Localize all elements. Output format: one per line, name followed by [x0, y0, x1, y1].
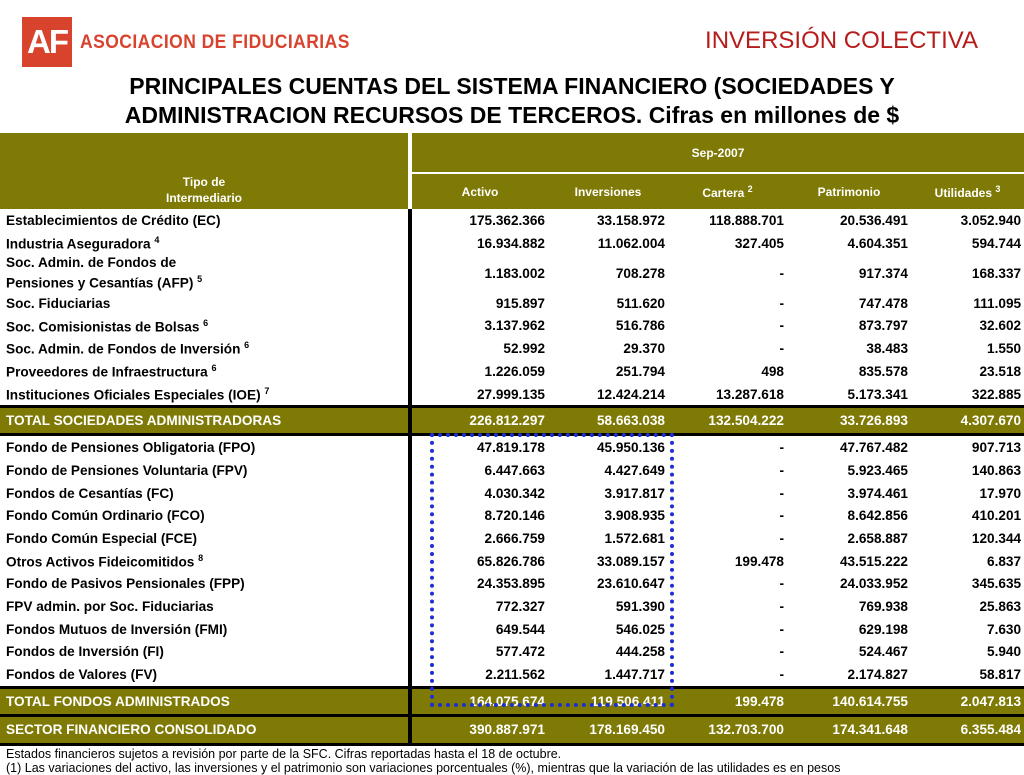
table-row: [0, 232, 1024, 255]
cell-patrimonio: 20.536.491: [839, 212, 908, 228]
row-label: [0, 572, 410, 595]
period-header: Sep-2007: [410, 133, 1024, 173]
row-label-text: FPV admin. por Soc. Fiduciarias: [6, 599, 214, 614]
cell-inversiones: 546.025: [615, 621, 665, 637]
cell-activo: 27.999.135: [476, 386, 545, 402]
cell-utilidades: 907.713: [971, 440, 1022, 456]
footnote-line-2: (1) Las variaciones del activo, las inversiones y el patrimonio son variaciones porcentuales (%), mientras que la variación de las utilidades es en pesos: [6, 761, 841, 775]
cell-inversiones: 11.062.004: [597, 235, 665, 251]
cell-inversiones: 4.427.649: [604, 462, 665, 478]
cell-inversiones: 33.158.972: [596, 212, 665, 228]
row-label: [0, 360, 410, 383]
table-row: [0, 337, 1024, 360]
cell-patrimonio: 24.033.952: [839, 576, 908, 592]
column-header-patrimonio: [787, 173, 911, 209]
table-row: [0, 482, 1024, 505]
row-label: [0, 383, 410, 407]
page-title-line-2: ADMINISTRACION RECURSOS DE TERCEROS. Cifras en millones de $: [124, 102, 900, 128]
cell-cartera: 199.478: [734, 553, 784, 569]
row-label-text-line-2: Pensiones y Cesantías (AFP): [6, 275, 198, 291]
table-row: [0, 504, 1024, 527]
cell-patrimonio: 835.578: [858, 363, 908, 379]
row-label-text: Fondos de Inversión (FI): [6, 644, 164, 660]
cell-patrimonio: 873.797: [858, 318, 908, 334]
cell-utilidades: 32.602: [979, 318, 1022, 334]
cell-utilidades: 5.940: [987, 644, 1022, 660]
cell-utilidades: 120.344: [971, 530, 1022, 546]
cell-patrimonio: 3.974.461: [847, 485, 908, 501]
cell-cartera: -: [779, 440, 784, 456]
section-title: INVERSIÓN COLECTIVA: [705, 27, 978, 54]
footnotes: [6, 747, 840, 775]
cell-patrimonio: 917.374: [858, 265, 908, 281]
row-label-text: Fondo Común Especial (FCE): [6, 530, 198, 546]
cell-utilidades: 3.052.940: [960, 212, 1022, 228]
cell-cartera: 199.478: [668, 687, 787, 715]
cell-utilidades: 6.355.484: [911, 715, 1024, 744]
row-label-text: Soc. Comisionistas de Bolsas: [6, 319, 204, 335]
row-label: [0, 292, 410, 315]
cell-inversiones: 29.370: [623, 341, 665, 357]
cell-activo: 3.137.962: [484, 318, 545, 334]
table-header: [0, 133, 1024, 209]
cell-patrimonio: 8.642.856: [847, 508, 908, 524]
cell-cartera: 13.287.618: [715, 386, 784, 402]
row-label-text: Fondo de Pensiones Obligatoria (FPO): [6, 440, 256, 456]
cell-patrimonio: 174.341.648: [787, 715, 911, 744]
cell-inversiones: 12.424.214: [596, 386, 665, 402]
consolidated-row: [0, 715, 1024, 744]
cell-activo: 16.934.882: [476, 235, 545, 251]
row-label: [0, 315, 410, 338]
administrators-group: [0, 209, 1024, 435]
cell-utilidades: 7.630: [987, 621, 1022, 637]
cell-inversiones: 3.917.817: [604, 485, 665, 501]
cell-patrimonio: 769.938: [858, 599, 908, 614]
row-label: TOTAL SOCIEDADES ADMINISTRADORAS: [0, 407, 410, 435]
cell-patrimonio: 38.483: [866, 341, 908, 357]
cell-activo: 226.812.297: [410, 407, 548, 435]
cell-patrimonio: 629.198: [858, 621, 908, 637]
row-label: [0, 550, 410, 573]
row-label-text: Instituciones Oficiales Especiales (IOE): [6, 387, 265, 403]
cell-activo: 8.720.146: [484, 508, 545, 524]
logo: [0, 0, 366, 70]
table-row: [0, 360, 1024, 383]
cell-utilidades: 1.550: [987, 341, 1022, 357]
total-row-funds: [0, 687, 1024, 715]
cell-activo: 24.353.895: [476, 576, 545, 592]
row-label: [0, 595, 410, 618]
row-label-text: Fondo Común Ordinario (FCO): [6, 508, 205, 524]
column-header-label: Cartera: [702, 185, 748, 200]
logo-mark: AF: [22, 17, 72, 67]
footnote-marker: 6: [211, 363, 217, 374]
total-row-administrators: [0, 407, 1024, 435]
cell-patrimonio: 2.658.887: [847, 530, 908, 546]
table-row: [0, 292, 1024, 315]
cell-activo: 2.211.562: [485, 667, 545, 683]
cell-activo: 65.826.786: [476, 553, 545, 569]
row-label: [0, 232, 410, 255]
footnote-marker: 8: [198, 552, 204, 563]
footnote-marker: 6: [203, 317, 209, 328]
cell-utilidades: 140.863: [971, 462, 1022, 478]
cell-inversiones: 58.663.038: [548, 407, 668, 435]
row-label: [0, 641, 410, 664]
row-label-text: Fondos de Valores (FV): [6, 667, 158, 683]
cell-activo: 577.472: [495, 644, 545, 660]
cell-activo: 2.666.759: [484, 530, 545, 546]
row-label-text: Fondos de Cesantías (FC): [6, 485, 174, 501]
row-label: [0, 482, 410, 505]
table-row: [0, 641, 1024, 664]
cell-inversiones: 444.258: [615, 644, 665, 660]
cell-cartera: -: [779, 667, 784, 683]
cell-patrimonio: 43.515.222: [839, 553, 908, 569]
cell-activo: 52.992: [503, 341, 545, 357]
footnote-marker: 7: [264, 385, 270, 396]
cell-activo: 1.183.002: [484, 265, 545, 281]
cell-inversiones: 119.506.411: [548, 687, 668, 715]
cell-inversiones: 591.390: [615, 599, 665, 614]
row-label: [0, 435, 410, 459]
cell-utilidades: 23.518: [979, 363, 1022, 379]
cell-inversiones: 45.950.136: [596, 440, 665, 456]
cell-utilidades: 4.307.670: [911, 407, 1024, 435]
cell-inversiones: 1.447.717: [604, 667, 665, 683]
cell-patrimonio: 5.173.341: [847, 386, 908, 402]
cell-utilidades: 111.095: [973, 295, 1022, 311]
footnote-marker: 2: [747, 183, 753, 194]
column-header-utilidades: [911, 173, 1024, 209]
cell-patrimonio: 524.467: [858, 644, 908, 660]
cell-inversiones: 1.572.681: [604, 530, 665, 546]
cell-cartera: -: [779, 530, 784, 546]
cell-activo: 390.887.971: [410, 715, 548, 744]
row-label-text: Fondos Mutuos de Inversión (FMI): [6, 621, 228, 637]
cell-utilidades: 410.201: [971, 508, 1022, 524]
cell-patrimonio: 140.614.755: [787, 687, 911, 715]
cell-cartera: 132.504.222: [668, 407, 787, 435]
row-label-text: Proveedores de Infraestructura: [6, 364, 212, 380]
cell-utilidades: 2.047.813: [911, 687, 1024, 715]
cell-cartera: -: [779, 318, 784, 334]
cell-inversiones: 516.786: [615, 318, 665, 334]
cell-inversiones: 251.794: [615, 363, 665, 379]
type-header-line-1: Tipo de: [182, 175, 226, 189]
table-row: [0, 572, 1024, 595]
cell-cartera: -: [779, 341, 784, 357]
cell-patrimonio: 4.604.351: [847, 235, 908, 251]
cell-inversiones: 33.089.157: [596, 553, 665, 569]
cell-inversiones: 708.278: [615, 265, 665, 281]
cell-inversiones: 3.908.935: [604, 508, 665, 524]
row-label-text: Soc. Admin. de Fondos de: [6, 255, 177, 271]
row-label: [0, 527, 410, 550]
cell-cartera: 132.703.700: [668, 715, 787, 744]
row-label-text: Establecimientos de Crédito (EC): [6, 212, 221, 228]
cell-patrimonio: 5.923.465: [847, 462, 908, 478]
cell-activo: 1.226.059: [484, 363, 545, 379]
cell-utilidades: 17.970: [979, 485, 1022, 501]
table-row: [0, 459, 1024, 482]
cell-patrimonio: 47.767.482: [839, 440, 908, 456]
cell-cartera: -: [779, 644, 784, 660]
table-row: [0, 254, 1024, 292]
footnote-marker: 4: [154, 234, 160, 245]
cell-cartera: -: [779, 621, 784, 637]
cell-activo: 649.544: [495, 621, 545, 637]
financial-table: [0, 133, 1024, 746]
row-label: [0, 337, 410, 360]
cell-cartera: -: [779, 295, 784, 311]
footnote-marker: 3: [995, 183, 1001, 194]
row-label: [0, 663, 410, 687]
cell-activo: 915.897: [495, 295, 545, 311]
cell-cartera: -: [779, 485, 784, 501]
cell-cartera: -: [779, 265, 784, 281]
funds-group: [0, 435, 1024, 745]
cell-activo: 175.362.366: [469, 212, 545, 228]
cell-cartera: 498: [761, 363, 784, 379]
table-row: [0, 383, 1024, 407]
row-label: [0, 209, 410, 232]
row-label: [0, 254, 410, 292]
footnote-line-1: Estados financieros sujetos a revisión por parte de la SFC. Cifras reportadas hasta el 18 de octubre.: [6, 747, 562, 761]
row-label: TOTAL FONDOS ADMINISTRADOS: [0, 687, 410, 715]
cell-utilidades: 58.817: [979, 667, 1022, 683]
cell-activo: 772.327: [495, 599, 545, 614]
cell-utilidades: 594.744: [971, 235, 1022, 251]
footnote-marker: 6: [244, 340, 250, 351]
table-row: [0, 209, 1024, 232]
cell-utilidades: 25.863: [979, 599, 1022, 614]
type-header-line-2: Intermediario: [165, 191, 243, 205]
cell-patrimonio: 2.174.827: [847, 667, 908, 683]
financial-table-container: [0, 133, 1024, 768]
column-header-label: Utilidades: [934, 185, 996, 200]
column-header-cartera: [668, 173, 787, 209]
row-label: [0, 504, 410, 527]
column-header-label: Patrimonio: [817, 184, 881, 199]
column-header-label: Inversiones: [574, 184, 642, 199]
row-label-text: Fondo de Pensiones Voluntaria (FPV): [6, 462, 248, 478]
row-label-text: Otros Activos Fideicomitidos: [6, 554, 199, 570]
cell-inversiones: 511.620: [616, 295, 665, 311]
table-row: [0, 618, 1024, 641]
cell-cartera: -: [779, 599, 784, 614]
cell-utilidades: 322.885: [971, 386, 1022, 402]
table-row: [0, 550, 1024, 573]
table-row: [0, 435, 1024, 459]
cell-inversiones: 23.610.647: [596, 576, 665, 592]
logo-text: ASOCIACION DE FIDUCIARIAS: [80, 32, 350, 53]
column-header-inversiones: [548, 173, 668, 209]
column-header-activo: [410, 173, 548, 209]
row-label-text: Soc. Fiduciarias: [6, 295, 111, 311]
cell-activo: 47.819.178: [476, 440, 545, 456]
type-column-header: [0, 133, 410, 209]
cell-utilidades: 168.337: [971, 265, 1022, 281]
cell-cartera: -: [779, 462, 784, 478]
cell-activo: 164.075.674: [410, 687, 548, 715]
cell-cartera: 118.888.701: [709, 212, 784, 228]
page-title-line-1: PRINCIPALES CUENTAS DEL SISTEMA FINANCIERO (SOCIEDADES Y: [129, 73, 895, 99]
column-header-label: Activo: [461, 184, 499, 199]
row-label: SECTOR FINANCIERO CONSOLIDADO: [0, 715, 410, 744]
cell-cartera: 327.405: [734, 235, 784, 251]
cell-patrimonio: 747.478: [858, 295, 908, 311]
row-label-text: Fondo de Pasivos Pensionales (FPP): [6, 576, 245, 592]
row-label: [0, 459, 410, 482]
cell-inversiones: 178.169.450: [548, 715, 668, 744]
footnote-marker: 5: [197, 274, 203, 285]
row-label: [0, 618, 410, 641]
table-row: [0, 527, 1024, 550]
cell-patrimonio: 33.726.893: [787, 407, 911, 435]
cell-utilidades: 345.635: [971, 576, 1022, 592]
table-row: [0, 315, 1024, 338]
row-label-text: Soc. Admin. de Fondos de Inversión: [6, 341, 245, 357]
cell-utilidades: 6.837: [987, 553, 1022, 569]
row-label-text: Industria Aseguradora: [6, 236, 155, 252]
table-row: [0, 595, 1024, 618]
cell-activo: 6.447.663: [484, 462, 545, 478]
page-title: [0, 72, 1024, 130]
cell-cartera: -: [779, 508, 784, 524]
table-row: [0, 663, 1024, 687]
cell-activo: 4.030.342: [484, 485, 545, 501]
cell-cartera: -: [779, 576, 784, 592]
